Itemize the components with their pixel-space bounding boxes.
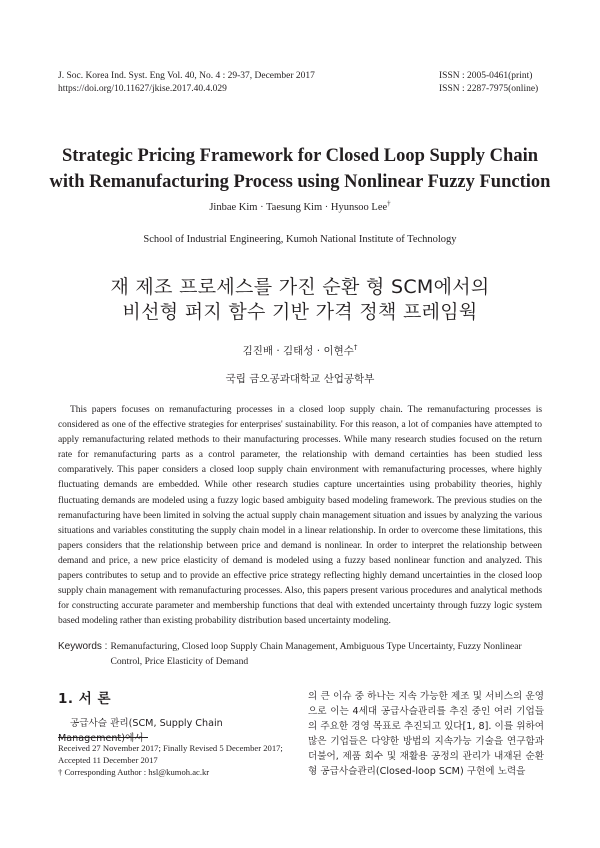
issn-block <box>439 70 538 96</box>
issn-print: ISSN : 2005-0461(print) <box>439 71 533 81</box>
paper-title-english <box>40 143 560 195</box>
title-ko-line-2: 비선형 퍼지 함수 기반 가격 정책 프레임웍 <box>122 301 478 323</box>
affiliation-korean: 국립 금오공과대학교 산업공학부 <box>225 373 375 385</box>
authors-korean <box>0 343 600 358</box>
authors-english <box>0 199 600 213</box>
affiliation-english: School of Industrial Engineering, Kumoh National Institute of Technology <box>143 234 457 245</box>
doi-link[interactable]: https://doi.org/10.11627/jkise.2017.40.4.029 <box>58 84 227 94</box>
corresponding-mark-ko: † <box>353 343 358 352</box>
issn-online: ISSN : 2287-7975(online) <box>439 84 539 94</box>
title-ko-line-1: 재 제조 프로세스를 가진 순환 형 SCM에서의 <box>110 276 490 298</box>
intro-paragraph-start: 공급사슬 관리(SCM, Supply Chain Management)에서 <box>58 718 223 744</box>
authors-ko-names: 김진배 · 김태성 · 이현수 <box>242 345 354 357</box>
keywords-label: Keywords : <box>58 641 108 652</box>
authors-en-names: Jinbae Kim · Taesung Kim · Hyunsoo Lee <box>209 202 388 213</box>
journal-citation: J. Soc. Korea Ind. Syst. Eng Vol. 40, No. 4 : 29-37, December 2017 <box>58 71 315 81</box>
section-heading-introduction: 1. 서 론 <box>58 691 112 707</box>
footnotes <box>58 742 298 779</box>
keywords-block <box>58 639 548 669</box>
intro-paragraph-continued: 의 큰 이슈 중 하나는 지속 가능한 제조 및 서비스의 운영으로 이는 4세대 공급사슬관리를 추진 중인 여러 기업들의 주요한 경영 목표로 추진되고 있다[1, 8]. 이를 위하여 많은 기업들은 다양한 방법의 지속가능 기술을 연구함과 더불어, 제품 회수 및 재활용 공정의 관리가 내재된 순환 형 공급사슬관리(Closed-loop SCM) 구현에 노력을 <box>308 691 544 777</box>
abstract: This papers focuses on remanufacturing processes in a closed loop supply chain. The remanufacturing processes is considered as one of the effective strategies for enterprises' sustainability. For this reason, a lot of companies have attempted to apply remanufacturing related methods to their manufacturing processes. While many research studies focused on the return rate for remanufacturing parts as a control parameter, the relationship with demand certainties has been studied less comparatively. This paper considers a closed loop supply chain environment with remanufacturing processes, where highly fluctuating demands are embedded. While other research studies capture uncertainties using probability theories, highly fluctuating demands are modeled using a fuzzy logic based ambiguity based modeling framework. The previous studies on the remanufacturing have been limited in solving the actual supply chain management situation and issues by analyzing the various situations and variables constituting the supply chain model in a linear relationship. In order to overcome these limitations, this papers considers that the relationship between price and demand is nonlinear. In order to interpret the relationship between demand and price, a new price elasticity of demand is modeled using a fuzzy based nonlinear function and analyzed. This papers contributes to setup and to provide an effective price strategy reflecting highly demand uncertainties in the closed loop supply chain management with remanufacturing processes. Also, this papers present various procedures and analytical methods for constructing accurate parameter and membership functions that deal with extended uncertainty through fuzzy logic system based modeling rather than existing probability distribution based uncertainty modeling. <box>58 404 542 627</box>
corresponding-author: † Corresponding Author : hsl@kumoh.ac.kr <box>58 767 210 778</box>
accepted-date: Accepted 11 December 2017 <box>58 755 158 766</box>
journal-header <box>58 70 315 96</box>
title-en-line-1: Strategic Pricing Framework for Closed Loop Supply Chain <box>61 146 539 166</box>
keywords-list: Remanufacturing, Closed loop Supply Chain Management, Ambiguous Type Uncertainty, Fuzzy Nonlinear Control, Price Elasticity of Demand <box>110 641 522 667</box>
received-date: Received 27 November 2017; Finally Revised 5 December 2017; <box>58 743 283 753</box>
title-en-line-2: with Remanufacturing Process using Nonlinear Fuzzy Function <box>49 172 551 192</box>
paper-title-korean <box>40 275 560 325</box>
corresponding-mark: † <box>387 199 391 208</box>
footnote-divider <box>58 737 148 738</box>
